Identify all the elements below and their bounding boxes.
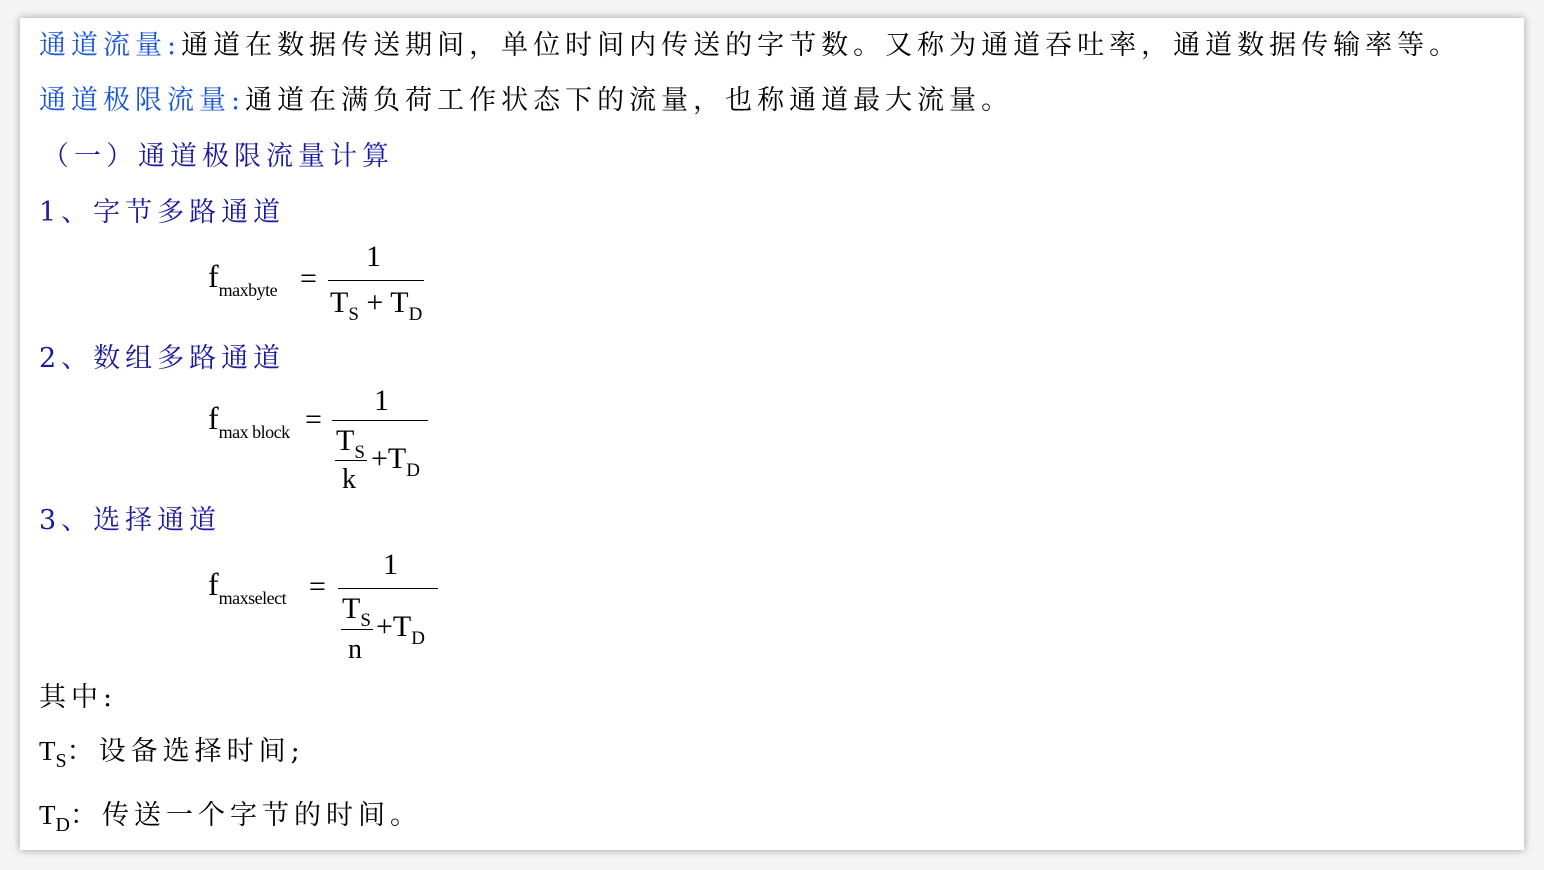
definition-term: 通道极限流量: [39, 85, 246, 116]
inner-fraction-bar [341, 629, 373, 630]
where-label: 其中: [39, 682, 118, 713]
equals-sign: = [305, 403, 322, 436]
definition-text: 通道在数据传送期间，单位时间内传送的字节数。又称为通道吞吐率，通道数据传输率等。 [181, 30, 1462, 61]
symbol-ts-definition [39, 736, 305, 772]
inner-denominator: n [348, 634, 362, 665]
equals-sign: = [309, 570, 326, 603]
symbol-ts: $T_S$ [39, 736, 67, 772]
definition-term: 通道流量: [39, 30, 182, 61]
content-card [20, 18, 1524, 850]
formula-numerator: 1 [374, 384, 389, 417]
equals-sign: = [300, 262, 317, 295]
symbol-td-text: ：传送一个字节的时间。 [69, 800, 422, 831]
fraction-bar [332, 420, 428, 421]
formula-lhs: $f_{max block}$ [208, 400, 290, 442]
fraction-bar [338, 588, 438, 589]
inner-numerator: $T_S$ [342, 592, 371, 631]
formula-denominator-sum: $+T_D$ [371, 442, 420, 481]
formula-selector [208, 548, 478, 678]
inner-numerator: $T_S$ [336, 424, 365, 463]
item-label-selector: 3、选择通道 [39, 505, 222, 536]
inner-fraction-bar [335, 460, 367, 461]
symbol-ts-text: ：设备选择时间; [66, 736, 305, 767]
inner-denominator: k [342, 464, 356, 495]
definition-channel-flow [39, 32, 1461, 59]
section-title: （一）通道极限流量计算 [42, 141, 394, 172]
definition-text: 通道在满负荷工作状态下的流量，也称通道最大流量。 [245, 85, 1014, 116]
formula-lhs: $f_{maxselect}$ [208, 566, 287, 608]
formula-block-multiplex [208, 386, 468, 516]
fraction-bar [328, 280, 424, 281]
symbol-td-definition [39, 800, 422, 836]
formula-denominator-sum: $+T_D$ [376, 610, 425, 649]
formula-lhs: $f_{maxbyte}$ [208, 258, 278, 300]
item-label-byte-multiplex: 1、字节多路通道 [39, 197, 286, 228]
item-label-block-multiplex: 2、数组多路通道 [39, 343, 286, 374]
formula-numerator: 1 [366, 240, 381, 273]
definition-channel-limit-flow [39, 87, 1013, 114]
formula-denominator: $T_S + T_D$ [330, 286, 423, 325]
symbol-td: $T_D$ [39, 800, 70, 836]
formula-byte-multiplex [208, 240, 468, 350]
formula-numerator: 1 [383, 548, 398, 581]
